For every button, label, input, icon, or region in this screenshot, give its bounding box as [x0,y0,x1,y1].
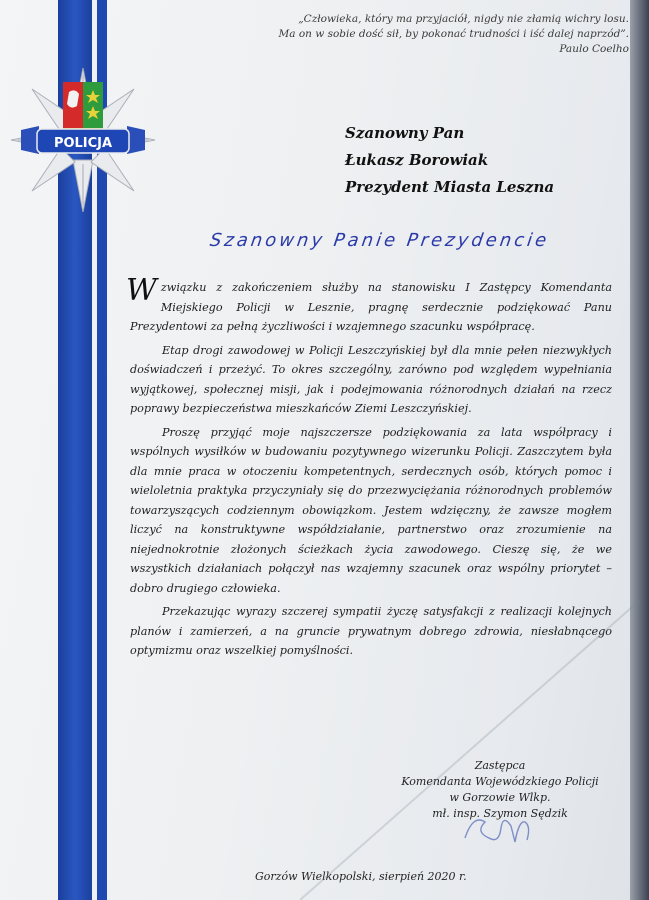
dropcap-letter: W [126,273,157,308]
addressee-line-1: Szanowny Pan [345,124,465,142]
paragraph-4: Przekazując wyrazy szczerej sympatii życzę satysfakcji z realizacji kolejnych planów i zamierzeń, a na gruncie prywatnym dobrego zdrowia, niesłabnącego optymizmu oraz wszelkiej pomyślności. [130,605,612,657]
paragraph-1 [126,273,612,337]
letter-body [126,273,612,665]
paragraph-3: Proszę przyjąć moje najszczersze podziękowania za lata współpracy i wspólnych wysiłków w budowaniu pozytywnego wizerunku Policji. Zaszczytem była dla mnie praca w otoczeniu kompetentnych, serdecznych osób, których pomoc i wieloletnia praktyka przyczyniały się do przezwyciężania różnorodnych problemów towarzyszących codziennym obowiązkom. Jestem wdzięczny, że zawsze mogłem liczyć na konstruktywne współdziałanie, partnerstwo oraz zrozumienie na niejednokrotnie złożonych ścieżkach życia zawodowego. Cieszę się, że we wszystkich działaniach połączył nas wzajemny szacunek oraz wspólny priorytet – dobro drugiego człowieka. [130,425,612,595]
handwritten-salutation: Szanowny Panie Prezydencie [208,230,551,251]
addressee-line-2: Łukasz Borowiak [345,151,489,169]
folder-edge [630,0,649,900]
quote-author: Paulo Coelho [559,43,629,55]
signature-line-3: w Gorzowie Wlkp. [449,791,551,804]
police-star-badge-icon [8,62,158,212]
paragraph-1-text: związku z zakończeniem służby na stanowisku I Zastępcy Komendanta Miejskiego Policji w Lesznie, pragnę serdecznie podziękować Panu Prezydentowi za pełną życzliwości i wzajemnego szacunku współpracę. [130,281,612,333]
signature-line-1: Zastępca [474,759,526,772]
paragraph-2: Etap drogi zawodowej w Policji Leszczyńskiej był dla mnie pełen niezwykłych doświadczeń i przeżyć. To okres szczególny, zarówno pod względem wypełniania wyjątkowej, społecznej misji, jak i podejmowania różnorodnych działań na rzecz poprawy bezpieczeństwa mieszkańców Ziemi Leszczyńskiej. [130,343,612,415]
quote-line-2: Ma on w sobie dość sił, by pokonać trudności i iść dalej naprzód”. [278,28,629,40]
quote-line-1: „Człowieka, który ma przyjaciół, nigdy nie złamią wichry losu. [298,13,629,25]
addressee-line-3: Prezydent Miasta Leszna [345,178,555,196]
signature-line-4: mł. insp. Szymon Sędzik [432,807,568,820]
epigraph-quote [209,12,629,57]
badge-text: POLICJA [53,136,113,151]
place-and-date: Gorzów Wielkopolski, sierpień 2020 r. [255,870,467,883]
addressee-block [345,120,554,201]
handwritten-signature-icon [455,808,545,850]
signature-line-2: Komendanta Wojewódzkiego Policji [401,775,599,788]
